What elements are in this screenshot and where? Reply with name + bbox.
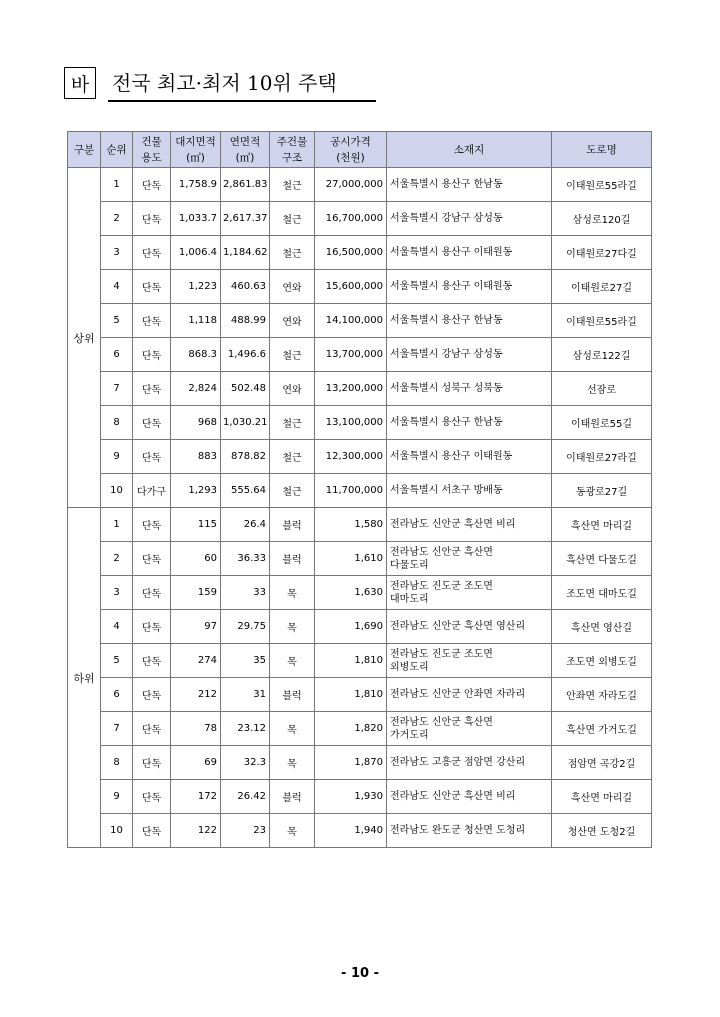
land-area-cell: 122 [171, 814, 221, 848]
land-area-cell: 115 [171, 508, 221, 542]
price-cell: 1,690 [315, 610, 387, 644]
road-name-cell: 흑산면 영산길 [552, 610, 652, 644]
road-name-cell: 선잠로 [552, 372, 652, 406]
table-row [68, 712, 652, 746]
price-cell: 13,100,000 [315, 406, 387, 440]
header-floor-area: 연면적 (㎡) [221, 132, 270, 168]
address-line-1: 전라남도 신안군 흑산면 [390, 546, 493, 558]
floor-area-cell: 2,617.37 [221, 202, 270, 236]
rank-cell: 8 [101, 746, 133, 780]
usage-cell: 단독 [133, 746, 171, 780]
rank-cell: 5 [101, 644, 133, 678]
floor-area-cell: 488.99 [221, 304, 270, 338]
road-name-cell: 조도면 외병도길 [552, 644, 652, 678]
address-line-1: 전라남도 신안군 안좌면 자라리 [390, 689, 526, 700]
structure-cell: 블럭 [270, 678, 315, 712]
structure-cell: 목 [270, 814, 315, 848]
price-cell: 14,100,000 [315, 304, 387, 338]
rank-cell: 3 [101, 576, 133, 610]
address-cell [387, 168, 552, 202]
road-name-cell: 이태원로27라길 [552, 440, 652, 474]
address-cell [387, 440, 552, 474]
rank-cell: 2 [101, 542, 133, 576]
rank-cell: 6 [101, 338, 133, 372]
section-heading [64, 64, 376, 102]
address-cell [387, 814, 552, 848]
usage-cell: 단독 [133, 610, 171, 644]
usage-cell: 단독 [133, 202, 171, 236]
address-cell [387, 236, 552, 270]
table-row [68, 610, 652, 644]
header-road: 도로명 [552, 132, 652, 168]
usage-cell: 단독 [133, 712, 171, 746]
section-title: 전국 최고·최저 10위 주택 [108, 67, 376, 102]
price-cell: 13,700,000 [315, 338, 387, 372]
floor-area-cell: 26.4 [221, 508, 270, 542]
price-cell: 15,600,000 [315, 270, 387, 304]
road-name-cell: 이태원로27다길 [552, 236, 652, 270]
address-cell [387, 406, 552, 440]
table-row [68, 372, 652, 406]
address-line-1: 서울특별시 용산구 이태원동 [390, 247, 513, 258]
address-cell [387, 304, 552, 338]
address-line-1: 서울특별시 용산구 이태원동 [390, 281, 513, 292]
address-cell [387, 644, 552, 678]
road-name-cell: 이태원로55라길 [552, 168, 652, 202]
rank-cell: 3 [101, 236, 133, 270]
structure-cell: 블럭 [270, 542, 315, 576]
road-name-cell: 이태원로55라길 [552, 304, 652, 338]
header-structure: 주건물 구조 [270, 132, 315, 168]
table-row [68, 644, 652, 678]
land-area-cell: 212 [171, 678, 221, 712]
structure-cell: 블럭 [270, 508, 315, 542]
rank-cell: 8 [101, 406, 133, 440]
rank-cell: 1 [101, 168, 133, 202]
floor-area-cell: 35 [221, 644, 270, 678]
floor-area-cell: 32.3 [221, 746, 270, 780]
road-name-cell: 청산면 도청2길 [552, 814, 652, 848]
floor-area-cell: 1,184.62 [221, 236, 270, 270]
address-cell [387, 712, 552, 746]
floor-area-cell: 878.82 [221, 440, 270, 474]
address-cell [387, 576, 552, 610]
land-area-cell: 274 [171, 644, 221, 678]
structure-cell: 철근 [270, 338, 315, 372]
road-name-cell: 흑산면 가거도길 [552, 712, 652, 746]
usage-cell: 단독 [133, 814, 171, 848]
address-line-2: 외병도리 [390, 661, 429, 673]
address-cell [387, 678, 552, 712]
usage-cell: 단독 [133, 372, 171, 406]
table-row [68, 814, 652, 848]
price-cell: 1,810 [315, 644, 387, 678]
land-area-cell: 868.3 [171, 338, 221, 372]
structure-cell: 철근 [270, 406, 315, 440]
price-cell: 13,200,000 [315, 372, 387, 406]
address-cell [387, 270, 552, 304]
land-area-cell: 883 [171, 440, 221, 474]
land-area-cell: 1,033.7 [171, 202, 221, 236]
usage-cell: 단독 [133, 168, 171, 202]
floor-area-cell: 502.48 [221, 372, 270, 406]
structure-cell: 목 [270, 712, 315, 746]
address-line-1: 전라남도 고흥군 점암면 강산리 [390, 757, 526, 768]
address-cell [387, 474, 552, 508]
address-line-1: 전라남도 신안군 흑산면 비리 [390, 519, 516, 530]
rank-cell: 1 [101, 508, 133, 542]
usage-cell: 다가구 [133, 474, 171, 508]
rank-cell: 9 [101, 780, 133, 814]
address-line-1: 서울특별시 서초구 방배동 [390, 485, 503, 496]
address-line-2: 다물도리 [390, 559, 429, 571]
structure-cell: 연와 [270, 372, 315, 406]
header-price: 공시가격 (천원) [315, 132, 387, 168]
usage-cell: 단독 [133, 270, 171, 304]
road-name-cell: 이태원로55길 [552, 406, 652, 440]
table-row [68, 304, 652, 338]
land-area-cell: 97 [171, 610, 221, 644]
rank-cell: 10 [101, 814, 133, 848]
address-line-1: 서울특별시 강남구 삼성동 [390, 349, 503, 360]
rank-cell: 7 [101, 712, 133, 746]
road-name-cell: 흑산면 다물도길 [552, 542, 652, 576]
table-row [68, 236, 652, 270]
structure-cell: 철근 [270, 168, 315, 202]
price-cell: 1,610 [315, 542, 387, 576]
road-name-cell: 흑산면 마리길 [552, 508, 652, 542]
rank-cell: 4 [101, 610, 133, 644]
address-cell [387, 746, 552, 780]
price-cell: 16,500,000 [315, 236, 387, 270]
page-number: - 10 - [341, 966, 379, 981]
usage-cell: 단독 [133, 406, 171, 440]
floor-area-cell: 26.42 [221, 780, 270, 814]
group-label-top: 상위 [68, 168, 101, 508]
usage-cell: 단독 [133, 542, 171, 576]
floor-area-cell: 1,496.6 [221, 338, 270, 372]
structure-cell: 연와 [270, 270, 315, 304]
floor-area-cell: 33 [221, 576, 270, 610]
floor-area-cell: 1,030.21 [221, 406, 270, 440]
usage-cell: 단독 [133, 644, 171, 678]
section-badge: 바 [64, 67, 96, 99]
land-area-cell: 1,223 [171, 270, 221, 304]
header-address: 소재지 [387, 132, 552, 168]
price-cell: 1,820 [315, 712, 387, 746]
floor-area-cell: 31 [221, 678, 270, 712]
structure-cell: 철근 [270, 474, 315, 508]
structure-cell: 목 [270, 746, 315, 780]
table-row [68, 440, 652, 474]
usage-cell: 단독 [133, 304, 171, 338]
usage-cell: 단독 [133, 678, 171, 712]
address-cell [387, 338, 552, 372]
rank-cell: 6 [101, 678, 133, 712]
header-usage: 건물 용도 [133, 132, 171, 168]
table-row [68, 746, 652, 780]
structure-cell: 목 [270, 610, 315, 644]
table-row [68, 202, 652, 236]
usage-cell: 단독 [133, 236, 171, 270]
usage-cell: 단독 [133, 338, 171, 372]
floor-area-cell: 555.64 [221, 474, 270, 508]
table-row [68, 168, 652, 202]
price-cell: 1,810 [315, 678, 387, 712]
address-line-1: 전라남도 진도군 조도면 [390, 580, 493, 592]
group-label-bottom: 하위 [68, 508, 101, 848]
road-name-cell: 동광로27길 [552, 474, 652, 508]
address-cell [387, 542, 552, 576]
address-cell [387, 372, 552, 406]
price-cell: 11,700,000 [315, 474, 387, 508]
address-line-1: 서울특별시 용산구 한남동 [390, 315, 503, 326]
land-area-cell: 1,758.9 [171, 168, 221, 202]
table-row [68, 780, 652, 814]
rank-cell: 10 [101, 474, 133, 508]
address-cell [387, 508, 552, 542]
price-cell: 27,000,000 [315, 168, 387, 202]
usage-cell: 단독 [133, 576, 171, 610]
land-area-cell: 78 [171, 712, 221, 746]
floor-area-cell: 23.12 [221, 712, 270, 746]
table-row [68, 542, 652, 576]
address-cell [387, 780, 552, 814]
floor-area-cell: 36.33 [221, 542, 270, 576]
address-line-1: 서울특별시 용산구 한남동 [390, 417, 503, 428]
price-cell: 1,580 [315, 508, 387, 542]
table-row [68, 474, 652, 508]
land-area-cell: 968 [171, 406, 221, 440]
land-area-cell: 159 [171, 576, 221, 610]
usage-cell: 단독 [133, 508, 171, 542]
header-rank: 순위 [101, 132, 133, 168]
floor-area-cell: 2,861.83 [221, 168, 270, 202]
address-line-2: 대마도리 [390, 593, 429, 605]
address-line-1: 전라남도 신안군 흑산면 영산리 [390, 621, 526, 632]
floor-area-cell: 23 [221, 814, 270, 848]
land-area-cell: 1,118 [171, 304, 221, 338]
rank-cell: 5 [101, 304, 133, 338]
price-cell: 1,940 [315, 814, 387, 848]
table-row [68, 270, 652, 304]
rank-cell: 2 [101, 202, 133, 236]
road-name-cell: 점암면 곡강2길 [552, 746, 652, 780]
structure-cell: 철근 [270, 440, 315, 474]
price-cell: 1,630 [315, 576, 387, 610]
structure-cell: 연와 [270, 304, 315, 338]
header-group: 구분 [68, 132, 101, 168]
rank-cell: 7 [101, 372, 133, 406]
table-header-row [68, 132, 652, 168]
address-line-1: 전라남도 신안군 흑산면 [390, 716, 493, 728]
table-row [68, 678, 652, 712]
land-area-cell: 1,006.4 [171, 236, 221, 270]
housing-price-table [67, 131, 652, 848]
land-area-cell: 60 [171, 542, 221, 576]
address-cell [387, 610, 552, 644]
address-line-1: 전라남도 완도군 청산면 도청리 [390, 825, 526, 836]
land-area-cell: 172 [171, 780, 221, 814]
structure-cell: 목 [270, 576, 315, 610]
structure-cell: 블럭 [270, 780, 315, 814]
price-cell: 1,870 [315, 746, 387, 780]
table-row [68, 338, 652, 372]
price-cell: 12,300,000 [315, 440, 387, 474]
usage-cell: 단독 [133, 440, 171, 474]
road-name-cell: 이태원로27길 [552, 270, 652, 304]
structure-cell: 철근 [270, 236, 315, 270]
road-name-cell: 흑산면 마리길 [552, 780, 652, 814]
floor-area-cell: 460.63 [221, 270, 270, 304]
address-line-1: 전라남도 신안군 흑산면 비리 [390, 791, 516, 802]
table-row [68, 576, 652, 610]
price-cell: 16,700,000 [315, 202, 387, 236]
address-line-1: 서울특별시 용산구 한남동 [390, 179, 503, 190]
table-row [68, 406, 652, 440]
road-name-cell: 조도면 대마도길 [552, 576, 652, 610]
land-area-cell: 1,293 [171, 474, 221, 508]
address-line-1: 전라남도 진도군 조도면 [390, 648, 493, 660]
land-area-cell: 69 [171, 746, 221, 780]
address-line-1: 서울특별시 용산구 이태원동 [390, 451, 513, 462]
land-area-cell: 2,824 [171, 372, 221, 406]
road-name-cell: 삼성로120길 [552, 202, 652, 236]
road-name-cell: 삼성로122길 [552, 338, 652, 372]
structure-cell: 철근 [270, 202, 315, 236]
address-line-1: 서울특별시 성북구 성북동 [390, 383, 503, 394]
address-cell [387, 202, 552, 236]
rank-cell: 9 [101, 440, 133, 474]
road-name-cell: 안좌면 자라도길 [552, 678, 652, 712]
rank-cell: 4 [101, 270, 133, 304]
header-land-area: 대지면적 (㎡) [171, 132, 221, 168]
usage-cell: 단독 [133, 780, 171, 814]
address-line-1: 서울특별시 강남구 삼성동 [390, 213, 503, 224]
structure-cell: 목 [270, 644, 315, 678]
price-cell: 1,930 [315, 780, 387, 814]
address-line-2: 가거도리 [390, 729, 429, 741]
floor-area-cell: 29.75 [221, 610, 270, 644]
table-row [68, 508, 652, 542]
